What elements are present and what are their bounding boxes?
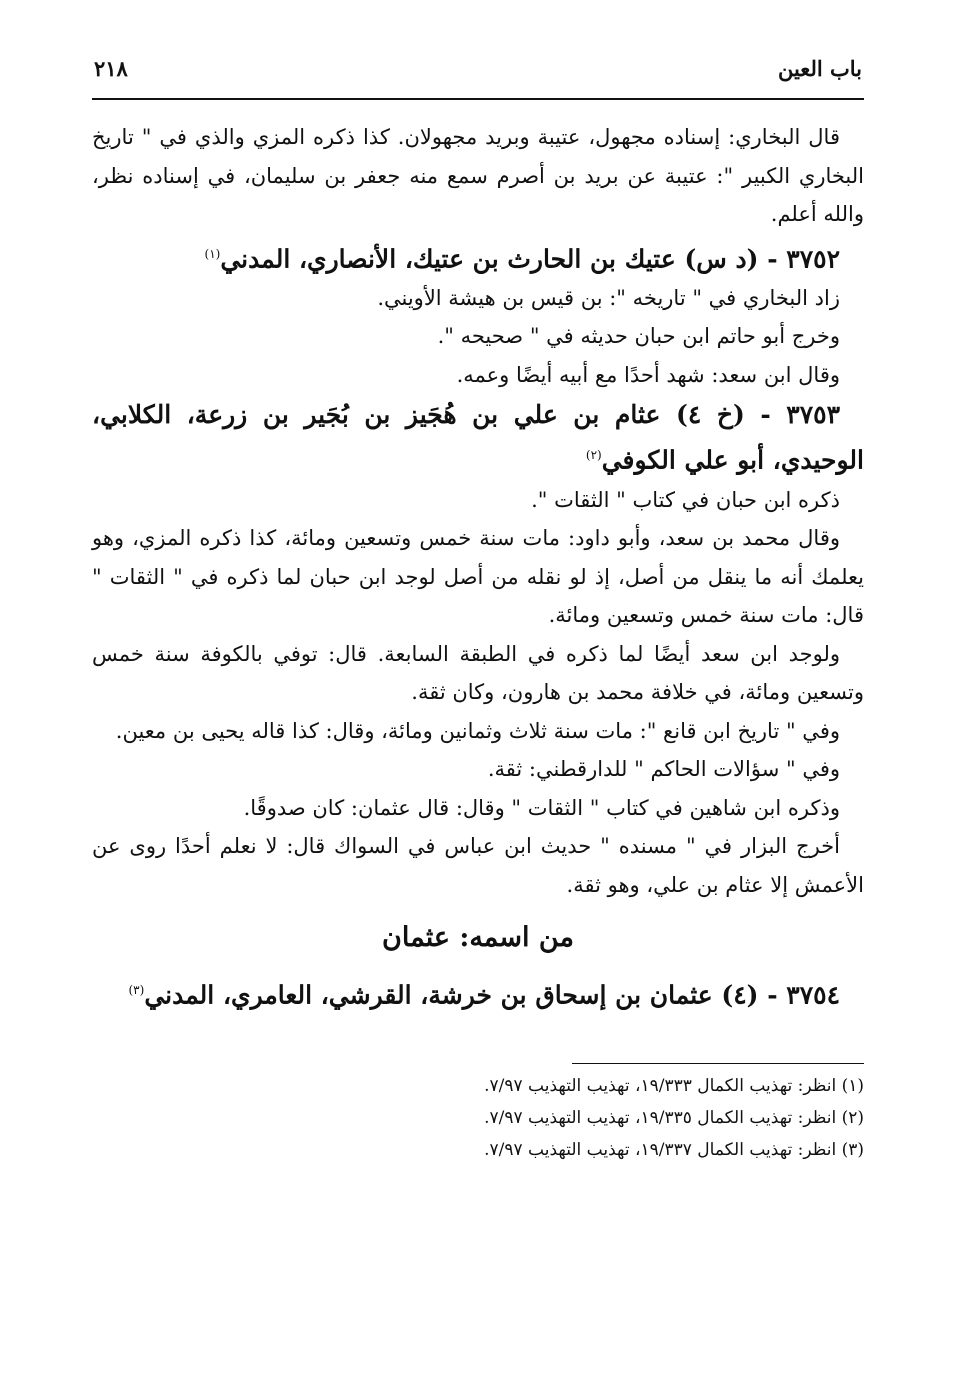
footnote-3: (٣) انظر: تهذيب الكمال ١٩/٣٣٧، تهذيب التهذيب ٧/٩٧. bbox=[484, 1140, 864, 1161]
entry-3753-line: وقال محمد بن سعد، وأبو داود: مات سنة خمس وتسعين ومائة، كذا ذكره المزي، وهو يعلمك أنه ما ينقل من أصل، إذ لو نقله من أصل لوجد ابن حبان لما ذكره في " الثقات " قال: مات سنة خمس وتسعين ومائة. bbox=[92, 526, 864, 628]
footnotes bbox=[92, 1070, 864, 1166]
entry-3753-title: ٣٧٥٣ - (خ ٤) عثام بن علي بن هُجَيز بن بُجَير بن زرعة، الكلابي، الوحيدي، أبو علي الكوفي bbox=[92, 400, 864, 475]
entry-3752-line: زاد البخاري في " تاريخه ": بن قيس بن هيشة الأويني. bbox=[377, 285, 840, 310]
entry-3754-title: ٣٧٥٤ - (٤) عثمان بن إسحاق بن خرشة، القرشي، العامري، المدني bbox=[144, 980, 840, 1010]
book-page bbox=[92, 56, 864, 1166]
section-heading: من اسمه: عثمان bbox=[382, 922, 574, 954]
entry-3752-title: ٣٧٥٢ - (د س) عتيك بن الحارث بن عتيك، الأنصاري، المدني bbox=[220, 243, 840, 273]
entry-3753-line: أخرج البزار في " مسنده " حديث ابن عباس في السواك قال: لا نعلم أحدًا روى عن الأعمش إلا عثام بن علي، وهو ثقة. bbox=[92, 834, 864, 897]
paragraph-bukhari-note: قال البخاري: إسناده مجهول، عتيبة وبريد مجهولان. كذا ذكره المزي والذي في " تاريخ البخاري الكبير ": عتيبة عن بريد بن أصرم سمع منه جعفر بن سليمان، في إسناده نظر، والله أعلم. bbox=[92, 125, 864, 226]
footnote-2: (٢) انظر: تهذيب الكمال ١٩/٣٣٥، تهذيب التهذيب ٧/٩٧. bbox=[484, 1108, 864, 1129]
chapter-title: باب العين bbox=[777, 56, 862, 81]
footnote-ref-1: (١) bbox=[204, 246, 221, 261]
entry-3752-line: وخرج أبو حاتم ابن حبان حديثه في " صحيحه ". bbox=[437, 324, 840, 349]
entry-3752-line: وقال ابن سعد: شهد أحدًا مع أبيه أيضًا وعمه. bbox=[456, 362, 840, 387]
page-header bbox=[92, 56, 864, 100]
footnote-divider bbox=[572, 1063, 864, 1064]
entry-3753-heading bbox=[92, 394, 864, 480]
page-number: ٢١٨ bbox=[94, 56, 128, 81]
footnote-1: (١) انظر: تهذيب الكمال ١٩/٣٣٣، تهذيب التهذيب ٧/٩٧. bbox=[484, 1076, 864, 1097]
entry-3753-line: ذكره ابن حبان في كتاب " الثقات ". bbox=[531, 487, 840, 512]
entry-3752-heading bbox=[92, 234, 864, 279]
entry-3753-line: وفي " تاريخ ابن قانع ": مات سنة ثلاث وثمانين ومائة، وقال: كذا قاله يحيى بن معين. bbox=[115, 718, 840, 743]
page-body bbox=[92, 118, 864, 1166]
entry-3753-line: ولوجد ابن سعد أيضًا لما ذكره في الطبقة السابعة. قال: توفي بالكوفة سنة خمس وتسعين ومائة، في خلافة محمد بن هارون، وكان ثقة. bbox=[92, 641, 864, 705]
entry-3753-line: وفي " سؤالات الحاكم " للدارقطني: ثقة. bbox=[487, 757, 840, 782]
entry-3753-line: وذكره ابن شاهين في كتاب " الثقات " وقال: قال عثمان: كان صدوقًا. bbox=[243, 795, 840, 820]
entry-3754-heading bbox=[92, 970, 864, 1015]
footnote-ref-3: (٣) bbox=[128, 983, 145, 998]
footnote-ref-2: (٢) bbox=[585, 448, 602, 463]
